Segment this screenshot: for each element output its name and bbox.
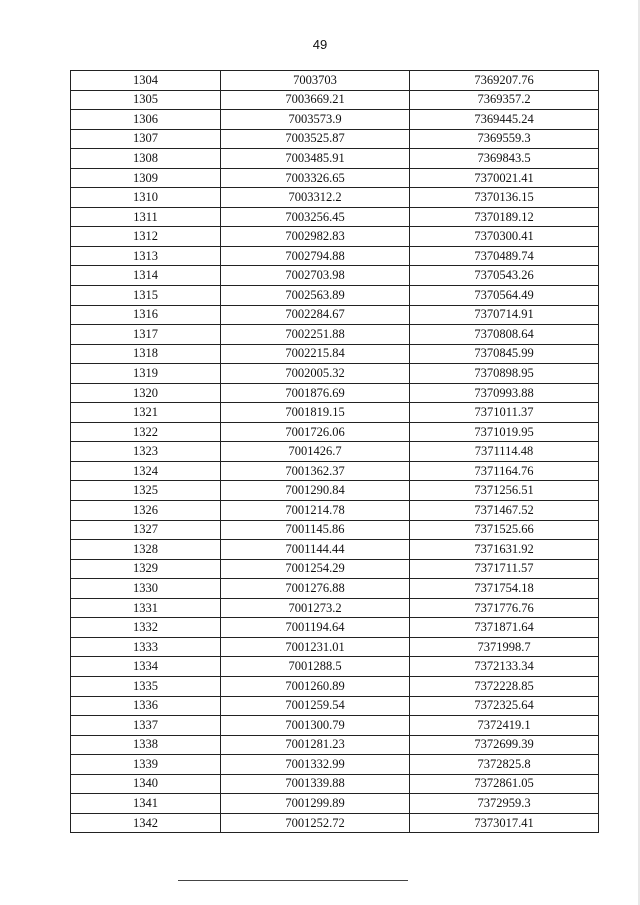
y-coordinate-cell: 7371467.52 (410, 501, 599, 521)
table-row (71, 403, 599, 423)
point-number-cell: 1308 (71, 149, 221, 169)
table-row (71, 90, 599, 110)
x-coordinate-cell: 7001300.79 (221, 716, 410, 736)
table-row (71, 774, 599, 794)
point-number-cell: 1335 (71, 676, 221, 696)
point-number-cell: 1339 (71, 755, 221, 775)
table-row (71, 266, 599, 286)
table-row (71, 579, 599, 599)
table-row (71, 325, 599, 345)
table-row (71, 383, 599, 403)
y-coordinate-cell: 7371776.76 (410, 598, 599, 618)
point-number-cell: 1326 (71, 501, 221, 521)
x-coordinate-cell: 7001273.2 (221, 598, 410, 618)
point-number-cell: 1341 (71, 794, 221, 814)
y-coordinate-cell: 7372861.05 (410, 774, 599, 794)
y-coordinate-cell: 7369559.3 (410, 129, 599, 149)
x-coordinate-cell: 7001288.5 (221, 657, 410, 677)
y-coordinate-cell: 7371256.51 (410, 481, 599, 501)
table-row (71, 442, 599, 462)
table-row (71, 696, 599, 716)
y-coordinate-cell: 7369357.2 (410, 90, 599, 110)
x-coordinate-cell: 7001362.37 (221, 461, 410, 481)
table-row (71, 149, 599, 169)
y-coordinate-cell: 7371754.18 (410, 579, 599, 599)
table-row (71, 520, 599, 540)
coordinates-table (70, 70, 599, 833)
y-coordinate-cell: 7373017.41 (410, 813, 599, 833)
y-coordinate-cell: 7372699.39 (410, 735, 599, 755)
x-coordinate-cell: 7002703.98 (221, 266, 410, 286)
point-number-cell: 1312 (71, 227, 221, 247)
y-coordinate-cell: 7370993.88 (410, 383, 599, 403)
x-coordinate-cell: 7001876.69 (221, 383, 410, 403)
y-coordinate-cell: 7370021.41 (410, 168, 599, 188)
point-number-cell: 1336 (71, 696, 221, 716)
y-coordinate-cell: 7370845.99 (410, 344, 599, 364)
table-row (71, 286, 599, 306)
point-number-cell: 1331 (71, 598, 221, 618)
table-row (71, 422, 599, 442)
point-number-cell: 1325 (71, 481, 221, 501)
point-number-cell: 1334 (71, 657, 221, 677)
point-number-cell: 1340 (71, 774, 221, 794)
point-number-cell: 1314 (71, 266, 221, 286)
x-coordinate-cell: 7001252.72 (221, 813, 410, 833)
point-number-cell: 1317 (71, 325, 221, 345)
point-number-cell: 1319 (71, 364, 221, 384)
point-number-cell: 1313 (71, 246, 221, 266)
y-coordinate-cell: 7372228.85 (410, 676, 599, 696)
x-coordinate-cell: 7003312.2 (221, 188, 410, 208)
x-coordinate-cell: 7001290.84 (221, 481, 410, 501)
point-number-cell: 1320 (71, 383, 221, 403)
table-row (71, 344, 599, 364)
point-number-cell: 1315 (71, 286, 221, 306)
x-coordinate-cell: 7001299.89 (221, 794, 410, 814)
point-number-cell: 1337 (71, 716, 221, 736)
table-row (71, 188, 599, 208)
table-row (71, 501, 599, 521)
x-coordinate-cell: 7001339.88 (221, 774, 410, 794)
point-number-cell: 1333 (71, 637, 221, 657)
y-coordinate-cell: 7371114.48 (410, 442, 599, 462)
table-row (71, 676, 599, 696)
point-number-cell: 1305 (71, 90, 221, 110)
y-coordinate-cell: 7372325.64 (410, 696, 599, 716)
x-coordinate-cell: 7001144.44 (221, 540, 410, 560)
x-coordinate-cell: 7001726.06 (221, 422, 410, 442)
y-coordinate-cell: 7370898.95 (410, 364, 599, 384)
table-row (71, 794, 599, 814)
table-row (71, 813, 599, 833)
point-number-cell: 1330 (71, 579, 221, 599)
table-row (71, 305, 599, 325)
table-row (71, 364, 599, 384)
table-row (71, 110, 599, 130)
point-number-cell: 1321 (71, 403, 221, 423)
y-coordinate-cell: 7369207.76 (410, 71, 599, 91)
x-coordinate-cell: 7003669.21 (221, 90, 410, 110)
table-row (71, 129, 599, 149)
table-row (71, 207, 599, 227)
x-coordinate-cell: 7003485.91 (221, 149, 410, 169)
x-coordinate-cell: 7001281.23 (221, 735, 410, 755)
y-coordinate-cell: 7370564.49 (410, 286, 599, 306)
point-number-cell: 1318 (71, 344, 221, 364)
table-row (71, 246, 599, 266)
point-number-cell: 1328 (71, 540, 221, 560)
x-coordinate-cell: 7002982.83 (221, 227, 410, 247)
y-coordinate-cell: 7371011.37 (410, 403, 599, 423)
y-coordinate-cell: 7371631.92 (410, 540, 599, 560)
point-number-cell: 1311 (71, 207, 221, 227)
table-row (71, 461, 599, 481)
point-number-cell: 1332 (71, 618, 221, 638)
x-coordinate-cell: 7002794.88 (221, 246, 410, 266)
point-number-cell: 1316 (71, 305, 221, 325)
y-coordinate-cell: 7371525.66 (410, 520, 599, 540)
x-coordinate-cell: 7001214.78 (221, 501, 410, 521)
y-coordinate-cell: 7372959.3 (410, 794, 599, 814)
x-coordinate-cell: 7001276.88 (221, 579, 410, 599)
table-row (71, 637, 599, 657)
y-coordinate-cell: 7370808.64 (410, 325, 599, 345)
table-row (71, 716, 599, 736)
x-coordinate-cell: 7001259.54 (221, 696, 410, 716)
y-coordinate-cell: 7371998.7 (410, 637, 599, 657)
y-coordinate-cell: 7371019.95 (410, 422, 599, 442)
point-number-cell: 1307 (71, 129, 221, 149)
x-coordinate-cell: 7003703 (221, 71, 410, 91)
table-row (71, 598, 599, 618)
x-coordinate-cell: 7001819.15 (221, 403, 410, 423)
table-row (71, 755, 599, 775)
point-number-cell: 1329 (71, 559, 221, 579)
y-coordinate-cell: 7371711.57 (410, 559, 599, 579)
table-row (71, 618, 599, 638)
x-coordinate-cell: 7001254.29 (221, 559, 410, 579)
table-row (71, 481, 599, 501)
x-coordinate-cell: 7001145.86 (221, 520, 410, 540)
y-coordinate-cell: 7370300.41 (410, 227, 599, 247)
point-number-cell: 1309 (71, 168, 221, 188)
table-row (71, 735, 599, 755)
x-coordinate-cell: 7001231.01 (221, 637, 410, 657)
x-coordinate-cell: 7002563.89 (221, 286, 410, 306)
table-row (71, 227, 599, 247)
x-coordinate-cell: 7002215.84 (221, 344, 410, 364)
y-coordinate-cell: 7370714.91 (410, 305, 599, 325)
x-coordinate-cell: 7002251.88 (221, 325, 410, 345)
point-number-cell: 1306 (71, 110, 221, 130)
x-coordinate-cell: 7003326.65 (221, 168, 410, 188)
y-coordinate-cell: 7371164.76 (410, 461, 599, 481)
point-number-cell: 1322 (71, 422, 221, 442)
table-row (71, 559, 599, 579)
x-coordinate-cell: 7002284.67 (221, 305, 410, 325)
page-number: 49 (312, 37, 328, 52)
point-number-cell: 1310 (71, 188, 221, 208)
y-coordinate-cell: 7370136.15 (410, 188, 599, 208)
point-number-cell: 1342 (71, 813, 221, 833)
point-number-cell: 1324 (71, 461, 221, 481)
coordinates-table-body (71, 71, 599, 833)
point-number-cell: 1304 (71, 71, 221, 91)
y-coordinate-cell: 7370189.12 (410, 207, 599, 227)
x-coordinate-cell: 7002005.32 (221, 364, 410, 384)
point-number-cell: 1338 (71, 735, 221, 755)
y-coordinate-cell: 7369843.5 (410, 149, 599, 169)
x-coordinate-cell: 7001426.7 (221, 442, 410, 462)
y-coordinate-cell: 7372133.34 (410, 657, 599, 677)
point-number-cell: 1327 (71, 520, 221, 540)
table-row (71, 540, 599, 560)
point-number-cell: 1323 (71, 442, 221, 462)
x-coordinate-cell: 7001194.64 (221, 618, 410, 638)
y-coordinate-cell: 7372419.1 (410, 716, 599, 736)
x-coordinate-cell: 7003256.45 (221, 207, 410, 227)
y-coordinate-cell: 7371871.64 (410, 618, 599, 638)
footer-rule (178, 880, 408, 881)
table-row (71, 168, 599, 188)
y-coordinate-cell: 7370489.74 (410, 246, 599, 266)
x-coordinate-cell: 7003525.87 (221, 129, 410, 149)
y-coordinate-cell: 7372825.8 (410, 755, 599, 775)
x-coordinate-cell: 7001332.99 (221, 755, 410, 775)
x-coordinate-cell: 7003573.9 (221, 110, 410, 130)
table-row (71, 71, 599, 91)
x-coordinate-cell: 7001260.89 (221, 676, 410, 696)
y-coordinate-cell: 7369445.24 (410, 110, 599, 130)
table-row (71, 657, 599, 677)
y-coordinate-cell: 7370543.26 (410, 266, 599, 286)
